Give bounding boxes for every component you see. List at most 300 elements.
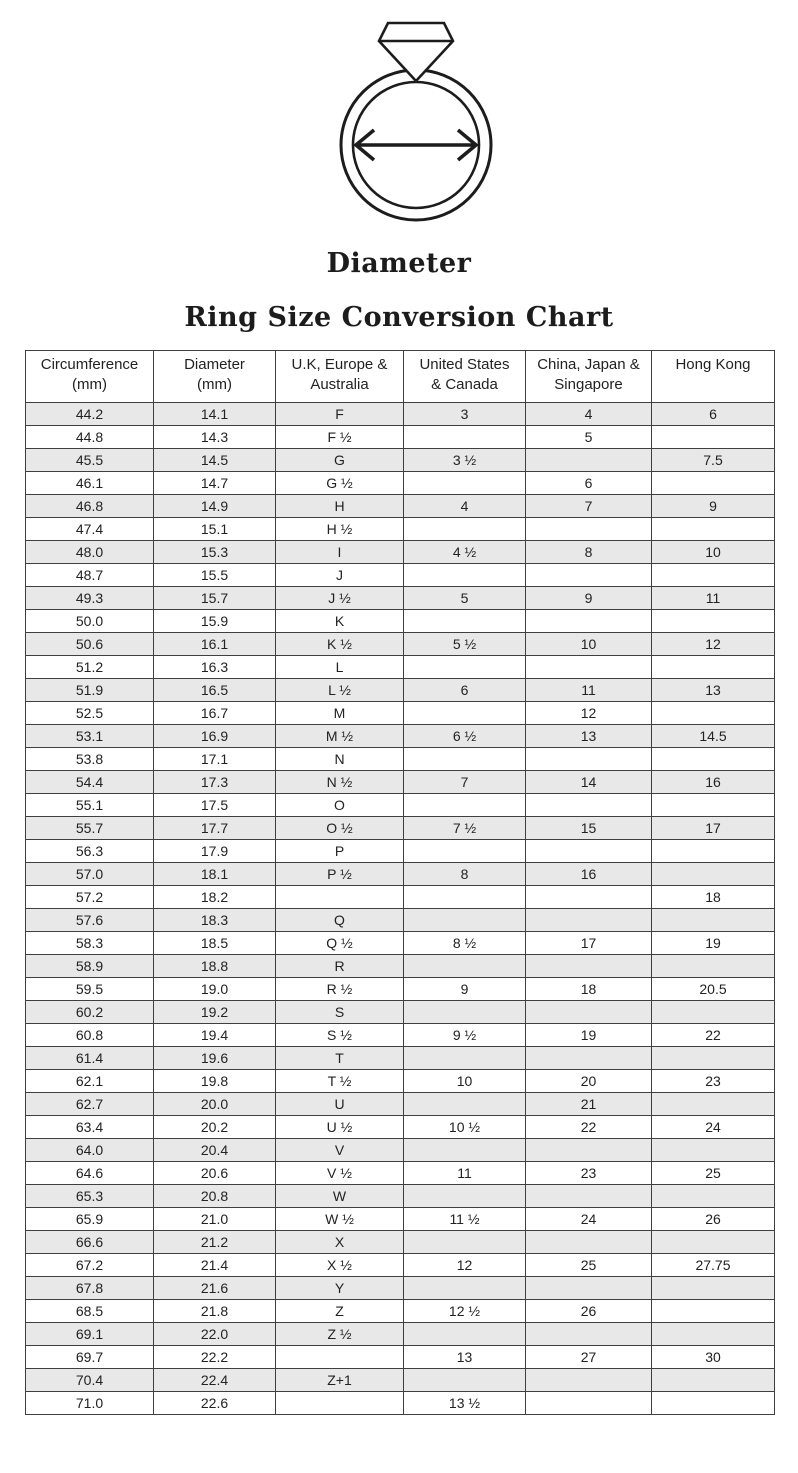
table-cell	[526, 1185, 652, 1208]
table-cell: 15.3	[154, 541, 276, 564]
table-cell: 10 ½	[404, 1116, 526, 1139]
table-cell: 13 ½	[404, 1392, 526, 1415]
table-cell: 15.1	[154, 518, 276, 541]
table-row	[26, 449, 775, 472]
table-cell	[404, 1277, 526, 1300]
table-cell	[526, 1139, 652, 1162]
table-cell	[652, 564, 775, 587]
table-cell: 9 ½	[404, 1024, 526, 1047]
table-row	[26, 541, 775, 564]
table-cell: 55.1	[26, 794, 154, 817]
table-cell: 64.0	[26, 1139, 154, 1162]
table-cell: 10	[404, 1070, 526, 1093]
table-row	[26, 587, 775, 610]
table-cell	[276, 1346, 404, 1369]
table-cell	[404, 1047, 526, 1070]
table-cell	[404, 518, 526, 541]
diameter-label: Diameter	[326, 248, 472, 279]
table-cell	[526, 1392, 652, 1415]
table-cell: 19.2	[154, 1001, 276, 1024]
table-cell	[526, 909, 652, 932]
table-cell: 18.5	[154, 932, 276, 955]
table-cell: Z	[276, 1300, 404, 1323]
table-cell: 10	[526, 633, 652, 656]
table-cell: 3	[404, 403, 526, 426]
table-cell: 48.7	[26, 564, 154, 587]
table-cell: 16.9	[154, 725, 276, 748]
table-cell	[652, 1001, 775, 1024]
table-cell: 51.2	[26, 656, 154, 679]
table-cell: 60.8	[26, 1024, 154, 1047]
table-cell: 16	[652, 771, 775, 794]
table-cell: 22.0	[154, 1323, 276, 1346]
table-cell: 5	[526, 426, 652, 449]
table-cell: Q	[276, 909, 404, 932]
table-cell: 65.3	[26, 1185, 154, 1208]
table-cell	[652, 1139, 775, 1162]
table-cell: 30	[652, 1346, 775, 1369]
table-cell: S	[276, 1001, 404, 1024]
table-row	[26, 1070, 775, 1093]
table-row	[26, 1024, 775, 1047]
table-cell: 49.3	[26, 587, 154, 610]
table-cell	[404, 1001, 526, 1024]
table-cell: 17	[526, 932, 652, 955]
table-row	[26, 817, 775, 840]
table-cell: X	[276, 1231, 404, 1254]
table-cell: 18.1	[154, 863, 276, 886]
table-cell	[404, 886, 526, 909]
table-cell: 51.9	[26, 679, 154, 702]
table-cell: 44.2	[26, 403, 154, 426]
table-cell	[652, 656, 775, 679]
table-cell: R ½	[276, 978, 404, 1001]
column-header-2: Diameter (mm)	[154, 351, 276, 403]
table-cell	[526, 1047, 652, 1070]
table-cell: 12	[404, 1254, 526, 1277]
table-cell: 47.4	[26, 518, 154, 541]
table-row	[26, 840, 775, 863]
table-row	[26, 1139, 775, 1162]
table-cell: 16.5	[154, 679, 276, 702]
table-cell: 9	[404, 978, 526, 1001]
table-cell: 18	[526, 978, 652, 1001]
table-cell	[652, 610, 775, 633]
table-cell: 44.8	[26, 426, 154, 449]
table-cell: H	[276, 495, 404, 518]
table-row	[26, 564, 775, 587]
table-cell: K ½	[276, 633, 404, 656]
diamond-ring-diameter-icon	[330, 12, 502, 234]
table-cell: 57.6	[26, 909, 154, 932]
table-cell	[404, 909, 526, 932]
table-cell: Z ½	[276, 1323, 404, 1346]
table-cell	[526, 518, 652, 541]
table-cell: 13	[404, 1346, 526, 1369]
table-cell	[404, 1093, 526, 1116]
table-cell: 20.6	[154, 1162, 276, 1185]
table-row	[26, 794, 775, 817]
table-row	[26, 403, 775, 426]
table-cell: 16	[526, 863, 652, 886]
table-cell: 5	[404, 587, 526, 610]
table-cell: 22	[652, 1024, 775, 1047]
table-cell: 65.9	[26, 1208, 154, 1231]
table-cell	[652, 426, 775, 449]
table-cell	[526, 1231, 652, 1254]
table-cell: 7	[526, 495, 652, 518]
table-cell: 63.4	[26, 1116, 154, 1139]
table-cell	[526, 1369, 652, 1392]
table-cell: 22.6	[154, 1392, 276, 1415]
table-cell: P	[276, 840, 404, 863]
table-cell: 52.5	[26, 702, 154, 725]
table-row	[26, 955, 775, 978]
table-cell: 6	[526, 472, 652, 495]
table-row	[26, 1185, 775, 1208]
table-cell	[526, 1001, 652, 1024]
table-cell: 57.0	[26, 863, 154, 886]
table-cell: 16.3	[154, 656, 276, 679]
table-cell	[404, 748, 526, 771]
table-cell: 24	[526, 1208, 652, 1231]
table-cell	[404, 840, 526, 863]
table-cell: M ½	[276, 725, 404, 748]
table-cell: 20.0	[154, 1093, 276, 1116]
table-cell: 22.4	[154, 1369, 276, 1392]
table-cell: 58.3	[26, 932, 154, 955]
table-row	[26, 1346, 775, 1369]
column-header-3: U.K, Europe & Australia	[276, 351, 404, 403]
table-cell: L	[276, 656, 404, 679]
table-cell: 9	[652, 495, 775, 518]
table-cell: 50.6	[26, 633, 154, 656]
table-cell: 18.2	[154, 886, 276, 909]
table-cell: P ½	[276, 863, 404, 886]
table-row	[26, 1001, 775, 1024]
table-cell: 27	[526, 1346, 652, 1369]
table-cell	[404, 702, 526, 725]
table-cell: 13	[652, 679, 775, 702]
table-cell: 22	[526, 1116, 652, 1139]
table-cell: 6 ½	[404, 725, 526, 748]
table-cell: L ½	[276, 679, 404, 702]
table-cell: 20.5	[652, 978, 775, 1001]
table-cell	[526, 449, 652, 472]
table-cell	[652, 794, 775, 817]
table-cell: 62.7	[26, 1093, 154, 1116]
table-cell	[526, 1323, 652, 1346]
table-cell: 21	[526, 1093, 652, 1116]
table-cell: 11	[652, 587, 775, 610]
table-cell	[526, 656, 652, 679]
table-cell	[404, 955, 526, 978]
table-cell: 56.3	[26, 840, 154, 863]
table-cell	[276, 1392, 404, 1415]
table-row	[26, 426, 775, 449]
table-row	[26, 725, 775, 748]
table-cell	[652, 1093, 775, 1116]
table-cell: I	[276, 541, 404, 564]
table-cell: 54.4	[26, 771, 154, 794]
table-cell: H ½	[276, 518, 404, 541]
table-cell	[404, 1185, 526, 1208]
table-cell: 14	[526, 771, 652, 794]
table-cell: 26	[526, 1300, 652, 1323]
table-cell: 12 ½	[404, 1300, 526, 1323]
table-cell	[404, 426, 526, 449]
table-row	[26, 472, 775, 495]
table-row	[26, 1116, 775, 1139]
table-cell: 21.8	[154, 1300, 276, 1323]
page-title: Ring Size Conversion Chart	[184, 302, 614, 333]
table-header	[26, 351, 775, 403]
table-row	[26, 978, 775, 1001]
table-cell	[404, 472, 526, 495]
table-cell: 62.1	[26, 1070, 154, 1093]
table-cell: 21.6	[154, 1277, 276, 1300]
table-cell: 46.1	[26, 472, 154, 495]
column-header-1: Circumference (mm)	[26, 351, 154, 403]
table-row	[26, 1047, 775, 1070]
table-cell: U ½	[276, 1116, 404, 1139]
table-cell: 24	[652, 1116, 775, 1139]
table-cell: 69.7	[26, 1346, 154, 1369]
table-cell: 14.1	[154, 403, 276, 426]
table-cell: 9	[526, 587, 652, 610]
table-cell	[652, 472, 775, 495]
table-cell: 20.4	[154, 1139, 276, 1162]
column-header-4: United States & Canada	[404, 351, 526, 403]
table-cell: 58.9	[26, 955, 154, 978]
table-cell	[526, 1277, 652, 1300]
table-cell: 57.2	[26, 886, 154, 909]
table-row	[26, 1231, 775, 1254]
table-cell: 5 ½	[404, 633, 526, 656]
table-row	[26, 656, 775, 679]
table-cell	[652, 1369, 775, 1392]
column-header-5: China, Japan & Singapore	[526, 351, 652, 403]
table-cell: 18.3	[154, 909, 276, 932]
table-row	[26, 863, 775, 886]
table-cell: 69.1	[26, 1323, 154, 1346]
table-body	[26, 403, 775, 1415]
table-cell: 19.6	[154, 1047, 276, 1070]
table-cell	[526, 955, 652, 978]
table-cell: 6	[652, 403, 775, 426]
table-cell: 67.8	[26, 1277, 154, 1300]
table-cell: 50.0	[26, 610, 154, 633]
table-cell: 15.5	[154, 564, 276, 587]
table-cell: O ½	[276, 817, 404, 840]
table-cell: 71.0	[26, 1392, 154, 1415]
table-cell: 7 ½	[404, 817, 526, 840]
table-cell: O	[276, 794, 404, 817]
table-cell: V ½	[276, 1162, 404, 1185]
table-cell: 17.9	[154, 840, 276, 863]
table-cell: 8	[404, 863, 526, 886]
table-cell: 17.7	[154, 817, 276, 840]
table-cell	[404, 1369, 526, 1392]
table-cell	[404, 656, 526, 679]
table-row	[26, 1208, 775, 1231]
table-cell: N	[276, 748, 404, 771]
table-cell: 14.5	[652, 725, 775, 748]
table-cell: 17.3	[154, 771, 276, 794]
table-cell	[526, 794, 652, 817]
table-cell	[404, 564, 526, 587]
table-cell: 55.7	[26, 817, 154, 840]
table-cell: 4	[526, 403, 652, 426]
table-cell: M	[276, 702, 404, 725]
table-cell	[526, 840, 652, 863]
column-header-6: Hong Kong	[652, 351, 775, 403]
table-cell: 11	[404, 1162, 526, 1185]
table-cell: 14.3	[154, 426, 276, 449]
table-cell	[404, 1323, 526, 1346]
table-cell: T	[276, 1047, 404, 1070]
table-header-row	[26, 351, 775, 403]
table-cell: K	[276, 610, 404, 633]
table-cell: 19	[526, 1024, 652, 1047]
table-cell: 19.8	[154, 1070, 276, 1093]
table-row	[26, 1254, 775, 1277]
table-cell: 12	[652, 633, 775, 656]
table-cell	[652, 909, 775, 932]
table-cell: 27.75	[652, 1254, 775, 1277]
table-cell: 17.1	[154, 748, 276, 771]
table-cell	[652, 748, 775, 771]
table-cell: 11	[526, 679, 652, 702]
table-row	[26, 932, 775, 955]
table-row	[26, 1277, 775, 1300]
table-cell: 18	[652, 886, 775, 909]
table-cell	[404, 1231, 526, 1254]
table-cell	[652, 1300, 775, 1323]
table-cell: T ½	[276, 1070, 404, 1093]
table-cell	[404, 794, 526, 817]
table-row	[26, 1369, 775, 1392]
table-cell	[404, 610, 526, 633]
table-cell	[276, 886, 404, 909]
table-cell: 22.2	[154, 1346, 276, 1369]
table-cell: J ½	[276, 587, 404, 610]
table-cell: 14.7	[154, 472, 276, 495]
table-cell: V	[276, 1139, 404, 1162]
table-cell: 23	[652, 1070, 775, 1093]
table-row	[26, 518, 775, 541]
table-cell	[652, 1185, 775, 1208]
table-row	[26, 495, 775, 518]
table-row	[26, 702, 775, 725]
table-cell: 16.1	[154, 633, 276, 656]
table-cell: 20	[526, 1070, 652, 1093]
table-cell: 4 ½	[404, 541, 526, 564]
table-row	[26, 886, 775, 909]
table-cell: 3 ½	[404, 449, 526, 472]
table-cell: F	[276, 403, 404, 426]
table-cell: 26	[652, 1208, 775, 1231]
table-cell: R	[276, 955, 404, 978]
table-cell: 15.7	[154, 587, 276, 610]
table-cell	[652, 1323, 775, 1346]
table-cell: U	[276, 1093, 404, 1116]
table-cell: X ½	[276, 1254, 404, 1277]
table-cell	[652, 863, 775, 886]
table-cell: 45.5	[26, 449, 154, 472]
table-cell: Y	[276, 1277, 404, 1300]
table-cell: 18.8	[154, 955, 276, 978]
table-cell: W ½	[276, 1208, 404, 1231]
table-cell: 6	[404, 679, 526, 702]
table-cell: 68.5	[26, 1300, 154, 1323]
table-cell: 11 ½	[404, 1208, 526, 1231]
table-row	[26, 1162, 775, 1185]
table-cell: 21.2	[154, 1231, 276, 1254]
table-cell: W	[276, 1185, 404, 1208]
table-row	[26, 909, 775, 932]
table-row	[26, 679, 775, 702]
table-cell: 7	[404, 771, 526, 794]
table-cell: N ½	[276, 771, 404, 794]
table-cell: 66.6	[26, 1231, 154, 1254]
table-cell	[526, 886, 652, 909]
table-cell: 8	[526, 541, 652, 564]
table-cell: 13	[526, 725, 652, 748]
table-row	[26, 748, 775, 771]
table-row	[26, 1392, 775, 1415]
table-cell: 14.9	[154, 495, 276, 518]
table-cell: 19.0	[154, 978, 276, 1001]
table-cell: 8 ½	[404, 932, 526, 955]
table-cell: 70.4	[26, 1369, 154, 1392]
table-row	[26, 771, 775, 794]
table-cell	[652, 518, 775, 541]
table-cell: G	[276, 449, 404, 472]
table-cell	[652, 1392, 775, 1415]
table-cell: 20.8	[154, 1185, 276, 1208]
table-cell	[652, 955, 775, 978]
table-row	[26, 610, 775, 633]
table-row	[26, 1300, 775, 1323]
ring-size-conversion-table	[25, 350, 775, 1415]
table-cell: 60.2	[26, 1001, 154, 1024]
table-cell: 17.5	[154, 794, 276, 817]
table-cell: G ½	[276, 472, 404, 495]
table-cell	[526, 748, 652, 771]
table-row	[26, 1093, 775, 1116]
table-cell: S ½	[276, 1024, 404, 1047]
table-cell: 15.9	[154, 610, 276, 633]
table-cell: 61.4	[26, 1047, 154, 1070]
table-cell: 4	[404, 495, 526, 518]
table-cell: 21.4	[154, 1254, 276, 1277]
table-cell: 16.7	[154, 702, 276, 725]
table-cell: 46.8	[26, 495, 154, 518]
table-cell: 7.5	[652, 449, 775, 472]
table-cell: 23	[526, 1162, 652, 1185]
table-cell: 48.0	[26, 541, 154, 564]
table-cell: 25	[526, 1254, 652, 1277]
table-cell	[652, 1047, 775, 1070]
table-cell	[404, 1139, 526, 1162]
table-cell	[526, 610, 652, 633]
table-cell	[652, 1231, 775, 1254]
table-cell: F ½	[276, 426, 404, 449]
table-cell: 14.5	[154, 449, 276, 472]
table-cell	[652, 840, 775, 863]
table-cell	[652, 1277, 775, 1300]
